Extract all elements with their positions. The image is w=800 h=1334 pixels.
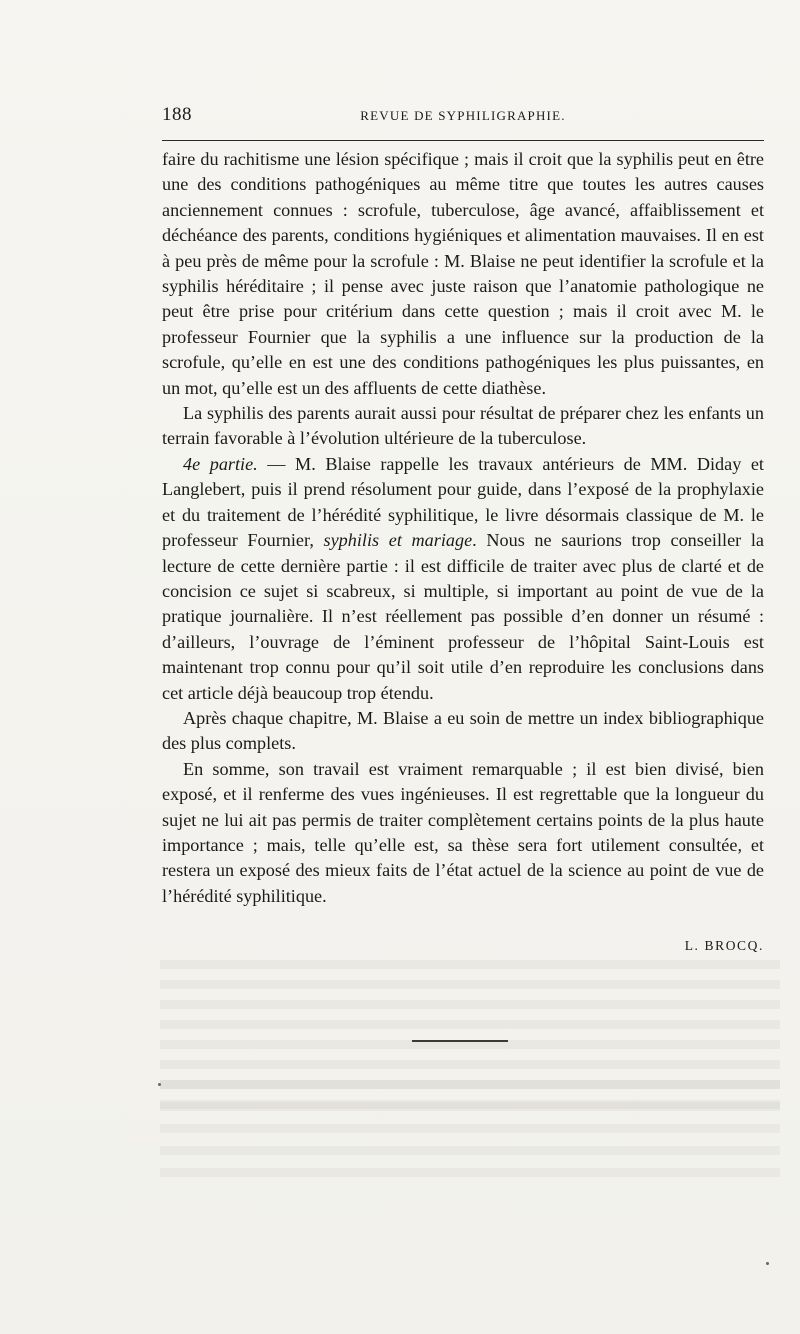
part-4-text-after-title: . Nous ne saurions trop conseiller la lecture de cette dernière partie : il est difficile de traiter avec plus de clarté et de concision ce sujet si scabreux, si multiple, si important au point de vue de la pratique journalière. Il n’est réellement pas possible d’en donner un résumé : d’ailleurs, l’ouvrage de l’éminent professeur de l’hôpital Saint-Louis est maintenant trop connu pour qu’il soit utile d’en reproduire les conclusions dans cet article déjà beaucoup trop étendu. (162, 530, 764, 703)
paragraph-conclusion: En somme, son travail est vraiment remarquable ; il est bien divisé, bien exposé, et il renferme des vues ingénieuses. Il est regrettable que la longueur du sujet ne lui ait pas permis de traiter complètement certains points de la plus haute importance ; mais, telle qu’elle est, sa thèse sera fort utilement consultée, et restera un exposé des mieux faits de l’état actuel de la science au point de vue de l’hérédité syphilitique. (162, 758, 764, 906)
paragraph-tuberculose: La syphilis des parents aurait aussi pour résultat de préparer chez les enfants un terrain favorable à l’évolution ultérieure de la tuberculose. (162, 403, 764, 449)
article-body (162, 147, 764, 909)
part-4-text-before-title: — M. Blaise rappelle les travaux antérieurs de MM. Diday et Langlebert, puis il prend résolument pour guide, dans l’exposé de la prophylaxie et du traitement de l’hérédité syphilitique, le livre désormais classique de M. le professeur Fournier, (162, 453, 764, 551)
header-rule (162, 140, 764, 141)
end-rule (412, 1040, 508, 1042)
page-header (162, 104, 764, 128)
paragraph-part-4 (162, 452, 764, 706)
bleed-through-texture (160, 960, 780, 1110)
paragraph-rachitisme: faire du rachitisme une lésion spécifique ; mais il croit que la syphilis peut en être une des conditions pathogéniques au même titre que toutes les autres causes anciennement connues : scrofule, tuberculose, âge avancé, affaiblissement et déchéance des parents, conditions hygiéniques et alimentation mauvaises. Il en est à peu près de même pour la scrofule : M. Blaise ne peut identifier la scrofule et la syphilis héréditaire ; il pense avec juste raison que l’anatomie pathologique ne peut être prise pour critérium dans cette question ; mais il croit avec M. le professeur Fournier que la syphilis a une influence sur la production de la scrofule, qu’elle en est une des conditions pathogéniques les plus puissantes, en un mot, qu’elle est un des affluents de cette diathèse. (162, 149, 764, 398)
author-signature: L. BROCQ. (684, 938, 764, 953)
paper-speck (158, 1083, 161, 1086)
paragraph-index: Après chaque chapitre, M. Blaise a eu soin de mettre un index bibliographique des plus complets. (162, 707, 764, 754)
page-number: 188 (162, 104, 192, 125)
bleed-through-texture-lower (160, 1080, 780, 1190)
book-title: syphilis et mariage (323, 530, 473, 551)
running-head: REVUE DE SYPHILIGRAPHIE. (360, 108, 566, 123)
part-4-label: 4e partie. (183, 453, 258, 474)
paper-speck (766, 1262, 769, 1265)
